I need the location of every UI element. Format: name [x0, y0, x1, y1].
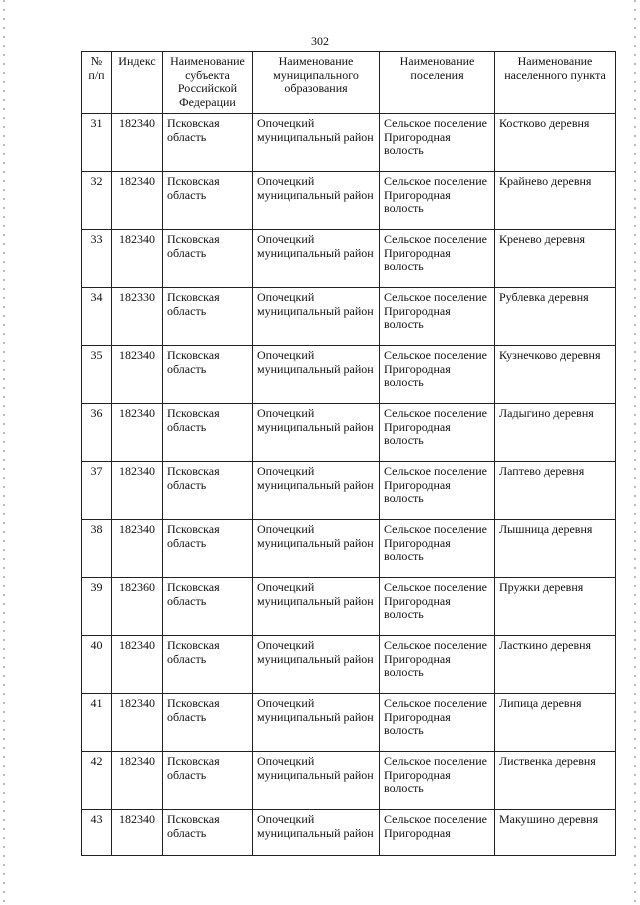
locality-name: Крайнево деревня — [495, 172, 616, 230]
row-number: 32 — [82, 172, 112, 230]
municipality-name: Опочецкий муниципальный район — [253, 520, 380, 578]
locality-name: Кренево деревня — [495, 230, 616, 288]
table-header-row — [82, 52, 616, 114]
subject-name: Псковская область — [163, 462, 253, 520]
postal-index: 182340 — [112, 636, 163, 694]
settlement-name: Сельское поселение Пригородная — [380, 810, 495, 856]
locality-name: Рублевка деревня — [495, 288, 616, 346]
postal-index: 182340 — [112, 752, 163, 810]
table-row — [82, 752, 616, 810]
locality-name: Ладыгино деревня — [495, 404, 616, 462]
header-subject: Наименование субъекта Российской Федерации — [163, 52, 253, 114]
municipality-name: Опочецкий муниципальный район — [253, 810, 380, 856]
row-number: 39 — [82, 578, 112, 636]
postal-index: 182330 — [112, 288, 163, 346]
row-number: 42 — [82, 752, 112, 810]
right-scan-edge — [634, 0, 636, 905]
postal-index: 182340 — [112, 172, 163, 230]
municipality-name: Опочецкий муниципальный район — [253, 346, 380, 404]
subject-name: Псковская область — [163, 288, 253, 346]
table-row — [82, 578, 616, 636]
header-number: № п/п — [82, 52, 112, 114]
settlement-name: Сельское поселение Пригородная волость — [380, 172, 495, 230]
subject-name: Псковская область — [163, 520, 253, 578]
table-row — [82, 230, 616, 288]
table-row — [82, 694, 616, 752]
localities-table — [81, 51, 616, 856]
municipality-name: Опочецкий муниципальный район — [253, 288, 380, 346]
settlement-name: Сельское поселение Пригородная волость — [380, 288, 495, 346]
table-row — [82, 172, 616, 230]
settlement-name: Сельское поселение Пригородная волость — [380, 636, 495, 694]
subject-name: Псковская область — [163, 114, 253, 172]
locality-name: Кузнечково деревня — [495, 346, 616, 404]
settlement-name: Сельское поселение Пригородная волость — [380, 114, 495, 172]
subject-name: Псковская область — [163, 172, 253, 230]
subject-name: Псковская область — [163, 810, 253, 856]
table-row — [82, 288, 616, 346]
row-number: 41 — [82, 694, 112, 752]
subject-name: Псковская область — [163, 578, 253, 636]
settlement-name: Сельское поселение Пригородная волость — [380, 520, 495, 578]
left-scan-edge — [3, 0, 5, 905]
municipality-name: Опочецкий муниципальный район — [253, 694, 380, 752]
subject-name: Псковская область — [163, 636, 253, 694]
settlement-name: Сельское поселение Пригородная волость — [380, 230, 495, 288]
municipality-name: Опочецкий муниципальный район — [253, 752, 380, 810]
table-row — [82, 404, 616, 462]
subject-name: Псковская область — [163, 752, 253, 810]
settlement-name: Сельское поселение Пригородная волость — [380, 578, 495, 636]
settlement-name: Сельское поселение Пригородная волость — [380, 694, 495, 752]
locality-name: Костково деревня — [495, 114, 616, 172]
subject-name: Псковская область — [163, 230, 253, 288]
postal-index: 182360 — [112, 578, 163, 636]
municipality-name: Опочецкий муниципальный район — [253, 404, 380, 462]
settlement-name: Сельское поселение Пригородная волость — [380, 752, 495, 810]
postal-index: 182340 — [112, 404, 163, 462]
table-row — [82, 520, 616, 578]
header-index: Индекс — [112, 52, 163, 114]
postal-index: 182340 — [112, 230, 163, 288]
postal-index: 182340 — [112, 114, 163, 172]
locality-name: Лаптево деревня — [495, 462, 616, 520]
locality-name: Лышница деревня — [495, 520, 616, 578]
postal-index: 182340 — [112, 520, 163, 578]
subject-name: Псковская область — [163, 346, 253, 404]
subject-name: Псковская область — [163, 694, 253, 752]
row-number: 31 — [82, 114, 112, 172]
table-row — [82, 810, 616, 856]
row-number: 33 — [82, 230, 112, 288]
page-number: 302 — [311, 34, 329, 48]
row-number: 34 — [82, 288, 112, 346]
municipality-name: Опочецкий муниципальный район — [253, 462, 380, 520]
table-row — [82, 636, 616, 694]
locality-name: Лиственка деревня — [495, 752, 616, 810]
row-number: 43 — [82, 810, 112, 856]
postal-index: 182340 — [112, 694, 163, 752]
settlement-name: Сельское поселение Пригородная волость — [380, 462, 495, 520]
row-number: 36 — [82, 404, 112, 462]
municipality-name: Опочецкий муниципальный район — [253, 230, 380, 288]
municipality-name: Опочецкий муниципальный район — [253, 636, 380, 694]
header-settlement: Наименование поселения — [380, 52, 495, 114]
row-number: 40 — [82, 636, 112, 694]
settlement-name: Сельское поселение Пригородная волость — [380, 404, 495, 462]
postal-index: 182340 — [112, 462, 163, 520]
locality-name: Липица деревня — [495, 694, 616, 752]
municipality-name: Опочецкий муниципальный район — [253, 114, 380, 172]
locality-name: Макушино деревня — [495, 810, 616, 856]
settlement-name: Сельское поселение Пригородная волость — [380, 346, 495, 404]
locality-name: Пружки деревня — [495, 578, 616, 636]
table-row — [82, 462, 616, 520]
subject-name: Псковская область — [163, 404, 253, 462]
table-row — [82, 114, 616, 172]
municipality-name: Опочецкий муниципальный район — [253, 172, 380, 230]
table-row — [82, 346, 616, 404]
header-municipality: Наименование муниципального образования — [253, 52, 380, 114]
municipality-name: Опочецкий муниципальный район — [253, 578, 380, 636]
row-number: 38 — [82, 520, 112, 578]
row-number: 37 — [82, 462, 112, 520]
postal-index: 182340 — [112, 346, 163, 404]
locality-name: Ласткино деревня — [495, 636, 616, 694]
postal-index: 182340 — [112, 810, 163, 856]
row-number: 35 — [82, 346, 112, 404]
header-locality: Наименование населенного пункта — [495, 52, 616, 114]
